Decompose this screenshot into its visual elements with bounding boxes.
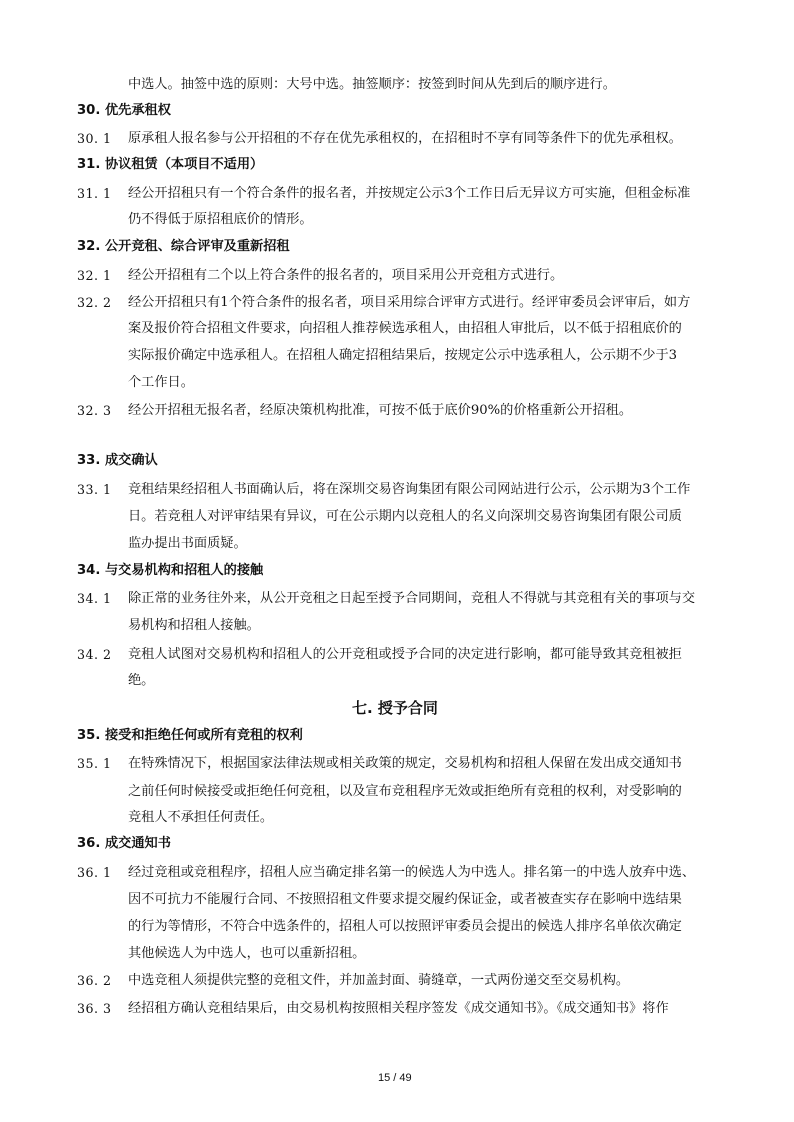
section-heading-33: 33. 成交确认	[77, 453, 158, 468]
paragraph-line: 其他候选人为中选人，也可以重新招租。	[128, 946, 366, 961]
clause-number: 34. 2	[77, 647, 112, 662]
clause-number: 31. 1	[77, 186, 112, 201]
paragraph-line: 经公开招租无报名者，经原决策机构批准，可按不低于底价90%的价格重新公开招租。	[128, 403, 633, 418]
paragraph-line: 绝。	[128, 673, 155, 688]
paragraph-line: 经公开招租只有一个符合条件的报名者，并按规定公示3个工作日后无异议方可实施，但租金标准	[128, 186, 691, 201]
section-heading-36: 36. 成交通知书	[77, 836, 171, 851]
clause-number: 36. 3	[77, 1001, 112, 1016]
paragraph-line: 原承租人报名参与公开招租的不存在优先承租权的，在招租时不享有同等条件下的优先承租权。	[128, 131, 682, 146]
paragraph-line: 之前任何时候接受或拒绝任何竞租，以及宣布竞租程序无效或拒绝所有竞租的权利，对受影响的	[128, 784, 682, 799]
page-number: 15 / 49	[378, 1072, 412, 1084]
paragraph-line: 监办提出书面质疑。	[128, 536, 247, 551]
clause-number: 34. 1	[77, 591, 112, 606]
clause-number: 30. 1	[77, 131, 112, 146]
paragraph-line: 除正常的业务往外来，从公开竞租之日起至授予合同期间，竞租人不得就与其竞租有关的事项与交	[128, 591, 696, 606]
clause-number: 33. 1	[77, 482, 112, 497]
paragraph-line: 因不可抗力不能履行合同、不按照招租文件要求提交履约保证金，或者被查实存在影响中选结果	[128, 892, 682, 907]
clause-number: 36. 2	[77, 973, 112, 988]
section-heading-34: 34. 与交易机构和招租人的接触	[77, 563, 264, 578]
section-heading-31: 31. 协议租赁（本项目不适用）	[77, 157, 264, 172]
paragraph-line: 的行为等情形，不符合中选条件的，招租人可以按照评审委员会提出的候选人排序名单依次确定	[128, 919, 682, 934]
paragraph-line: 经公开招租有二个以上符合条件的报名者的，项目采用公开竞租方式进行。	[128, 268, 564, 283]
paragraph-line: 在特殊情况下，根据国家法律法规或相关政策的规定，交易机构和招租人保留在发出成交通知书	[128, 756, 682, 771]
paragraph-line: 竞租结果经招租人书面确认后，将在深圳交易咨询集团有限公司网站进行公示，公示期为3个工作	[128, 482, 691, 497]
paragraph-line: 案及报价符合招租文件要求，向招租人推荐候选承租人，由招租人审批后，以不低于招租底价的	[128, 321, 682, 336]
clause-number: 32. 1	[77, 268, 112, 283]
paragraph-line: 经过竞租或竞租程序，招租人应当确定排名第一的候选人为中选人。排名第一的中选人放弃中选、	[128, 865, 696, 880]
paragraph-line: 中选竞租人须提供完整的竞租文件，并加盖封面、骑缝章，一式两份递交至交易机构。	[128, 973, 630, 988]
clause-number: 36. 1	[77, 865, 112, 880]
paragraph-line: 中选人。抽签中选的原则：大号中选。抽签顺序：按签到时间从先到后的顺序进行。	[128, 77, 616, 92]
paragraph-line: 仍不得低于原招租底价的情形。	[128, 212, 313, 227]
clause-number: 32. 3	[77, 403, 112, 418]
paragraph-line: 日。若竞租人对评审结果有异议，可在公示期内以竞租人的名义向深圳交易咨询集团有限公司质	[128, 509, 682, 524]
section-heading-30: 30. 优先承租权	[77, 103, 171, 118]
paragraph-line: 竞租人不承担任何责任。	[128, 810, 274, 825]
paragraph-line: 实际报价确定中选承租人。在招租人确定招租结果后，按规定公示中选承租人，公示期不少于3	[128, 348, 678, 363]
clause-number: 32. 2	[77, 295, 112, 310]
paragraph-line: 个工作日。	[128, 375, 194, 390]
paragraph-line: 经公开招租只有1个符合条件的报名者，项目采用综合评审方式进行。经评审委员会评审后，如方	[128, 295, 691, 310]
paragraph-line: 易机构和招租人接触。	[128, 618, 260, 633]
paragraph-line: 竞租人试图对交易机构和招租人的公开竞租或授予合同的决定进行影响，都可能导致其竞租被拒	[128, 647, 682, 662]
clause-number: 35. 1	[77, 756, 112, 771]
section-heading-32: 32. 公开竞租、综合评审及重新招租	[77, 239, 290, 254]
section-heading-35: 35. 接受和拒绝任何或所有竞租的权利	[77, 728, 303, 743]
paragraph-line: 经招租方确认竞租结果后，由交易机构按照相关程序签发《成交通知书》。《成交通知书》将作	[128, 1001, 669, 1016]
chapter-title: 七. 授予合同	[352, 699, 438, 717]
